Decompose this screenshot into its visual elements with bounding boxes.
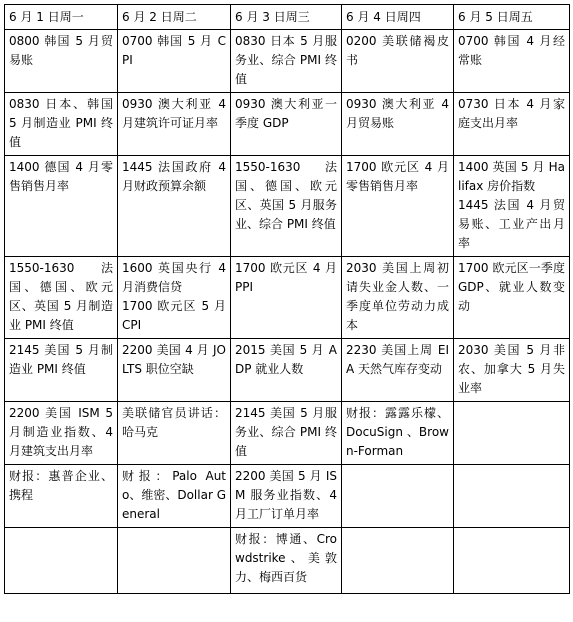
table-row [5,93,570,156]
event-text: 0700 韩国 5 月 CPI [122,34,226,67]
event-cell [231,528,342,594]
event-cell [454,339,570,402]
event-cell [454,528,570,594]
table-edge-mark [569,551,570,565]
event-cell [118,93,231,156]
event-cell [118,156,231,257]
event-text: 1400 英国 5 月 Halifax 房价指数 1445 法国 4 月贸易账、工业产出月率 [458,160,565,250]
event-text: 2200 美国 ISM 5 月制造业指数、4 月建筑支出月率 [9,406,113,458]
event-cell [118,528,231,594]
event-cell [342,30,454,93]
header-row [5,5,570,30]
event-cell [5,93,118,156]
event-cell [231,339,342,402]
day-header: 6 月 1 日周一 [5,5,118,30]
event-cell [231,30,342,93]
event-text: 0930 澳大利亚 4 月建筑许可证月率 [122,97,226,130]
event-cell [454,465,570,528]
event-text: 财报：露露乐檬、DocuSign 、Brown-Forman [346,406,449,458]
event-cell [118,402,231,465]
event-text: 2230 美国上周 EIA 天然气库存变动 [346,343,449,376]
event-text: 财报：博通、Crowdstrike、美敦力、梅西百货 [235,532,337,584]
event-cell [454,30,570,93]
table-row [5,30,570,93]
event-cell [5,257,118,339]
table-row [5,528,570,594]
event-text: 0730 日本 4 月家庭支出月率 [458,97,565,130]
event-text: 2200 美国 4 月 JOLTS 职位空缺 [122,343,226,376]
event-cell [5,402,118,465]
event-cell [342,465,454,528]
event-text: 2030 美国上周初请失业金人数、一季度单位劳动力成本 [346,261,449,332]
event-text: 2030 美国 5 月非农、加拿大 5 月失业率 [458,343,565,395]
table-row [5,465,570,528]
event-text: 1400 德国 4 月零售销售月率 [9,160,113,193]
event-text: 0930 澳大利亚一季度 GDP [235,97,337,130]
event-text: 1445 法国政府 4 月财政预算余额 [122,160,226,193]
event-text: 0200 美联储褐皮书 [346,34,449,67]
event-cell [118,465,231,528]
event-cell [454,156,570,257]
day-header: 6 月 5 日周五 [454,5,570,30]
event-cell [342,339,454,402]
event-text: 2015 美国 5 月 ADP 就业人数 [235,343,337,376]
event-text: 2145 美国 5 月制造业 PMI 终值 [9,343,113,376]
event-cell [454,93,570,156]
event-cell [231,257,342,339]
event-cell [5,465,118,528]
event-text: 1700 欧元区 4 月 PPI [235,261,337,294]
event-text: 1700 欧元区一季度 GDP、就业人数变动 [458,261,565,313]
event-text: 0700 韩国 4 月经常账 [458,34,565,67]
event-cell [231,465,342,528]
event-text: 财报：惠普企业、携程 [9,469,113,502]
event-cell [454,402,570,465]
event-text: 美联储官员讲话：哈马克 [122,406,226,439]
event-cell [342,402,454,465]
event-cell [454,257,570,339]
event-text: 1550-1630 法国、德国、欧元区、英国 5 月服务业、综合 PMI 终值 [235,160,337,231]
event-text: 1600 英国央行 4 月消费信贷 1700 欧元区 5 月 CPI [122,261,226,332]
event-cell [231,402,342,465]
event-cell [342,257,454,339]
event-cell [231,156,342,257]
event-cell [342,156,454,257]
day-header: 6 月 2 日周二 [118,5,231,30]
event-text: 1550-1630 法国、德国、欧元区、英国 5 月制造业 PMI 终值 [9,261,113,332]
event-cell [118,339,231,402]
event-text: 2200 美国 5 月 ISM 服务业指数、4 月工厂订单月率 [235,469,337,521]
event-text: 0830 日本、韩国 5 月制造业 PMI 终值 [9,97,113,149]
event-cell [118,30,231,93]
table-row [5,156,570,257]
event-cell [5,339,118,402]
event-cell [5,528,118,594]
event-text: 0930 澳大利亚 4 月贸易账 [346,97,449,130]
table-row [5,402,570,465]
event-cell [118,257,231,339]
event-text: 0830 日本 5 月服务业、综合 PMI 终值 [235,34,337,86]
event-cell [342,93,454,156]
event-text: 1700 欧元区 4 月零售销售月率 [346,160,449,193]
event-text: 2145 美国 5 月服务业、综合 PMI 终值 [235,406,337,458]
day-header: 6 月 4 日周四 [342,5,454,30]
event-cell [5,30,118,93]
event-text: 0800 韩国 5 月贸易账 [9,34,113,67]
economic-calendar-table [4,4,570,594]
day-header: 6 月 3 日周三 [231,5,342,30]
event-cell [342,528,454,594]
event-text: 财报：Palo Auto、维密、Dollar General [122,469,226,521]
event-cell [231,93,342,156]
table-row [5,257,570,339]
event-cell [5,156,118,257]
table-row [5,339,570,402]
